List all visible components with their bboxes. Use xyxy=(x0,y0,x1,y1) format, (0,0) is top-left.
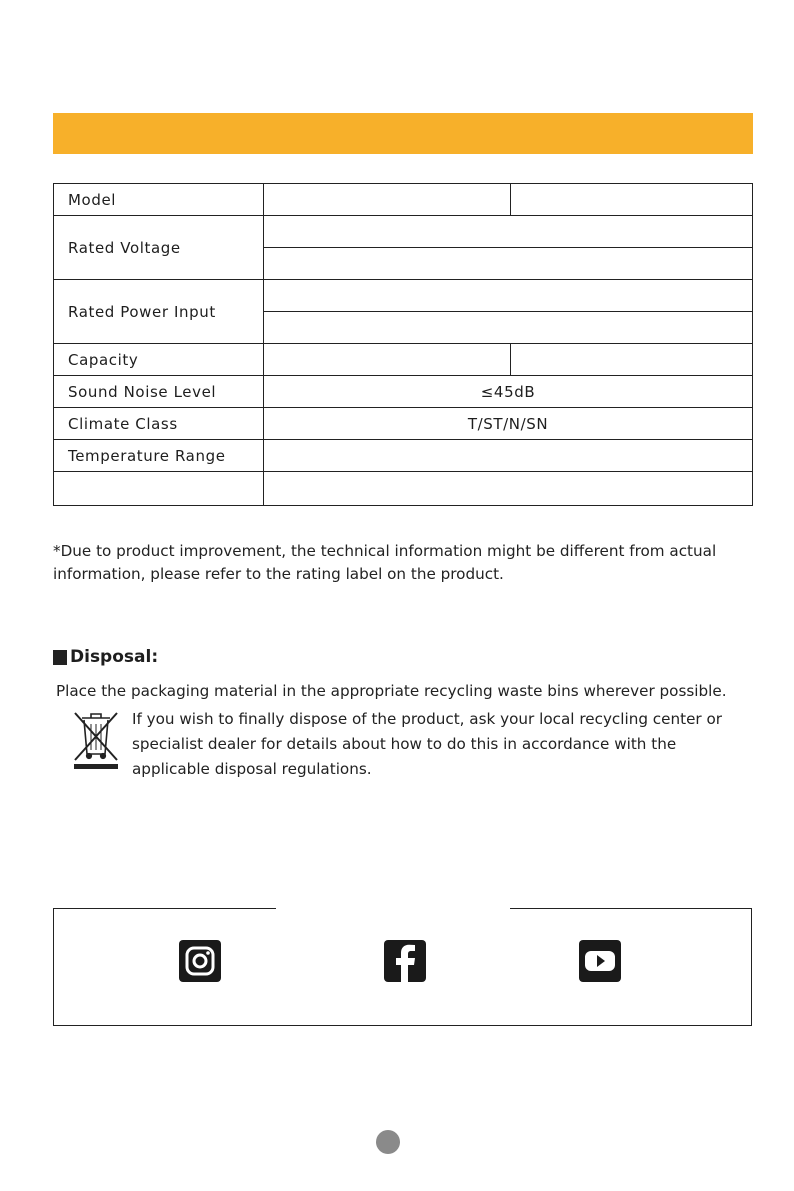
social-box-gap xyxy=(276,906,510,912)
climate-class-label: Climate Class xyxy=(54,408,264,440)
table-row xyxy=(54,376,753,408)
table-row xyxy=(54,408,753,440)
youtube-icon[interactable] xyxy=(579,940,621,982)
social-media-box xyxy=(53,908,752,1026)
disposal-packaging-text: Place the packaging material in the appropriate recycling waste bins wherever possible. xyxy=(56,682,727,700)
temperature-range-value xyxy=(264,440,753,472)
header-banner xyxy=(53,113,753,154)
table-row xyxy=(54,472,753,506)
rated-voltage-value-2 xyxy=(264,248,753,280)
empty-label xyxy=(54,472,264,506)
technical-note: *Due to product improvement, the technical information might be different from actual information, please refer to the rating label on the product. xyxy=(53,542,717,583)
model-label: Model xyxy=(54,184,264,216)
capacity-value-1 xyxy=(264,344,511,376)
instagram-icon[interactable] xyxy=(179,940,221,982)
table-row xyxy=(54,344,753,376)
model-value-1 xyxy=(264,184,511,216)
temperature-range-label: Temperature Range xyxy=(54,440,264,472)
table-row xyxy=(54,280,753,312)
sound-noise-level-value: ≤45dB xyxy=(264,376,753,408)
rated-power-value-1 xyxy=(264,280,753,312)
climate-class-value: T/ST/N/SN xyxy=(264,408,753,440)
disposal-heading xyxy=(53,647,158,667)
page-number-dot xyxy=(376,1130,400,1154)
table-row xyxy=(54,440,753,472)
facebook-icon[interactable] xyxy=(384,940,426,982)
capacity-label: Capacity xyxy=(54,344,264,376)
capacity-value-2 xyxy=(511,344,753,376)
model-value-2 xyxy=(511,184,753,216)
empty-value xyxy=(264,472,753,506)
rated-voltage-label: Rated Voltage xyxy=(54,216,264,280)
heading-square-icon xyxy=(53,650,67,665)
table-row xyxy=(54,184,753,216)
spec-table xyxy=(53,183,753,506)
sound-noise-level-label: Sound Noise Level xyxy=(54,376,264,408)
disposal-heading-text: Disposal: xyxy=(70,647,159,667)
disposal-instructions: If you wish to finally dispose of the product, ask your local recycling center or specialist dealer for details about how to do this in accordance with the applicable disposal regulations. xyxy=(132,710,723,778)
crossed-bin-icon xyxy=(72,710,120,770)
rated-power-input-label: Rated Power Input xyxy=(54,280,264,344)
rated-power-value-2 xyxy=(264,312,753,344)
table-row xyxy=(54,216,753,248)
rated-voltage-value-1 xyxy=(264,216,753,248)
